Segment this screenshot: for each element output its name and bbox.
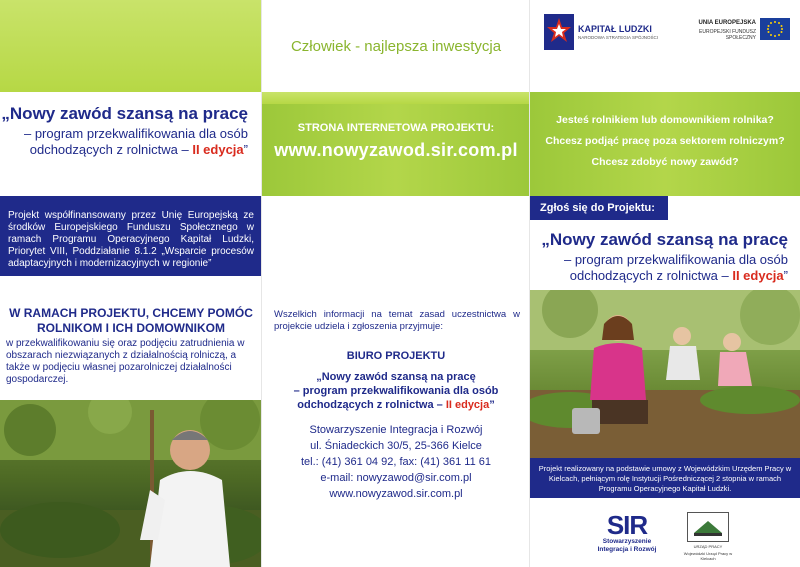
kl-sub: NARODOWA STRATEGIA SPÓJNOŚCI bbox=[578, 35, 659, 40]
women-gardening-illustration bbox=[530, 290, 800, 458]
help-heading: W RAMACH PROJEKTU, CHCEMY POMÓC ROLNIKOM I ICH DOMOWNIKOM bbox=[9, 306, 253, 335]
farmer-photo-illustration bbox=[0, 400, 262, 567]
implementation-note: Projekt realizowany na podstawie umowy z Wojewódzkim Urzędem Pracy w Kielcach, pełniącym rolę Instytucji Pośredniczącej 2 stopnia w ramach Programu Operacyjnego Kapitał Ludzki. bbox=[530, 458, 800, 498]
logos-header bbox=[530, 0, 800, 92]
sir-line-1: Stowarzyszenie bbox=[602, 538, 652, 545]
urzad-pracy-box bbox=[687, 512, 729, 542]
phone-fax: tel.: (41) 361 04 92, fax: (41) 361 11 61 bbox=[301, 456, 491, 468]
cofinance-text: Projekt współfinansowany przez Unię Europejską ze środków Europejskiego Funduszu Społecznego w ramach Programu Operacyjnego Kapitał Ludzki, Priorytet VIII, Poddziałanie 8.1.2 „Wsparcie procesów adaptacyjnych i modernizacyjnych w regionie” bbox=[8, 210, 254, 269]
urzad-pracy-icon bbox=[688, 513, 728, 541]
kapital-ludzki-icon bbox=[544, 14, 574, 50]
sir-logo bbox=[582, 512, 672, 560]
edition-label: II edycja bbox=[732, 268, 784, 283]
project-title-block bbox=[530, 230, 800, 284]
slogan: Człowiek - najlepsza inwestycja bbox=[290, 38, 502, 55]
kl-name: KAPITAŁ LUDZKI bbox=[578, 24, 652, 34]
org-name: Stowarzyszenie Integracja i Rozwój bbox=[309, 424, 483, 436]
help-text: w przekwalifikowaniu się oraz podjęciu zatrudnienia w obszarach niezwiązanych z działalnością rolniczą, a także w podjęciu własnej pozarolniczej działalności gospodarczej. bbox=[6, 338, 245, 385]
urzad-pracy-logo bbox=[680, 512, 736, 560]
contact-block bbox=[262, 422, 530, 502]
eu-flag-icon bbox=[760, 18, 790, 40]
light-green-strip bbox=[262, 92, 530, 104]
office-heading: BIURO PROJEKTU bbox=[346, 350, 446, 362]
email[interactable]: e-mail: nowyzawod@sir.com.pl bbox=[320, 472, 472, 484]
eu-logo bbox=[680, 16, 790, 56]
cta-label: Zgłoś się do Projektu: bbox=[530, 196, 668, 220]
website-label: STRONA INTERNETOWA PROJEKTU: bbox=[297, 122, 495, 134]
eu-title: UNIA EUROPEJSKA bbox=[698, 20, 756, 26]
address: ul. Śniadeckich 30/5, 25-366 Kielce bbox=[310, 440, 482, 452]
cofinance-box bbox=[0, 196, 262, 276]
sir-line-2: Integracja i Rozwój bbox=[597, 546, 657, 553]
top-green-band bbox=[0, 0, 262, 92]
project-title: „Nowy zawód szansą na pracę bbox=[1, 104, 248, 123]
project-title: „Nowy zawód szansą na pracę bbox=[541, 230, 788, 249]
edition-label: II edycja bbox=[445, 399, 490, 411]
eu-sub: EUROPEJSKI FUNDUSZ SPOŁECZNY bbox=[699, 29, 756, 41]
right-panel bbox=[530, 0, 800, 567]
women-gardening-photo bbox=[530, 290, 800, 458]
project-title-block bbox=[0, 104, 262, 158]
question-1: Jesteś rolnikiem lub domownikiem rolnika? bbox=[556, 114, 774, 126]
website-link[interactable]: www.nowyzawod.sir.com.pl bbox=[274, 140, 518, 160]
info-text: Wszelkich informacji na temat zasad uczestnictwa w projekcie udziela i zgłoszenia przyjmuje: bbox=[274, 309, 520, 332]
office-project-title: „Nowy zawód szansą na pracę – program przekwalifikowania dla osób odchodzących z rolnictwa – II edycja” bbox=[293, 371, 499, 411]
urzad-pracy-label: URZĄD PRACY bbox=[693, 544, 723, 549]
project-subtitle: – program przekwalifikowania dla osób odchodzących z rolnictwa – II edycja” bbox=[563, 252, 788, 283]
farmer-photo bbox=[0, 400, 262, 567]
urzad-pracy-sub: Wojewódzki Urząd Pracy w Kielcach bbox=[683, 551, 733, 561]
website-band bbox=[262, 104, 530, 196]
project-subtitle: – program przekwalifikowania dla osób odchodzących z rolnictwa – II edycja” bbox=[23, 126, 248, 157]
middle-panel bbox=[262, 0, 530, 567]
sir-logo-mark: SIR bbox=[606, 510, 648, 540]
kapital-ludzki-logo bbox=[544, 14, 659, 54]
white-spacer bbox=[262, 196, 530, 276]
questions-band bbox=[530, 92, 800, 196]
left-panel bbox=[0, 0, 262, 567]
question-3: Chcesz zdobyć nowy zawód? bbox=[591, 156, 739, 168]
question-2: Chcesz podjąć pracę poza sektorem rolniczym? bbox=[545, 135, 785, 147]
edition-label: II edycja bbox=[192, 142, 244, 157]
website-link-bottom[interactable]: www.nowyzawod.sir.com.pl bbox=[329, 488, 463, 500]
